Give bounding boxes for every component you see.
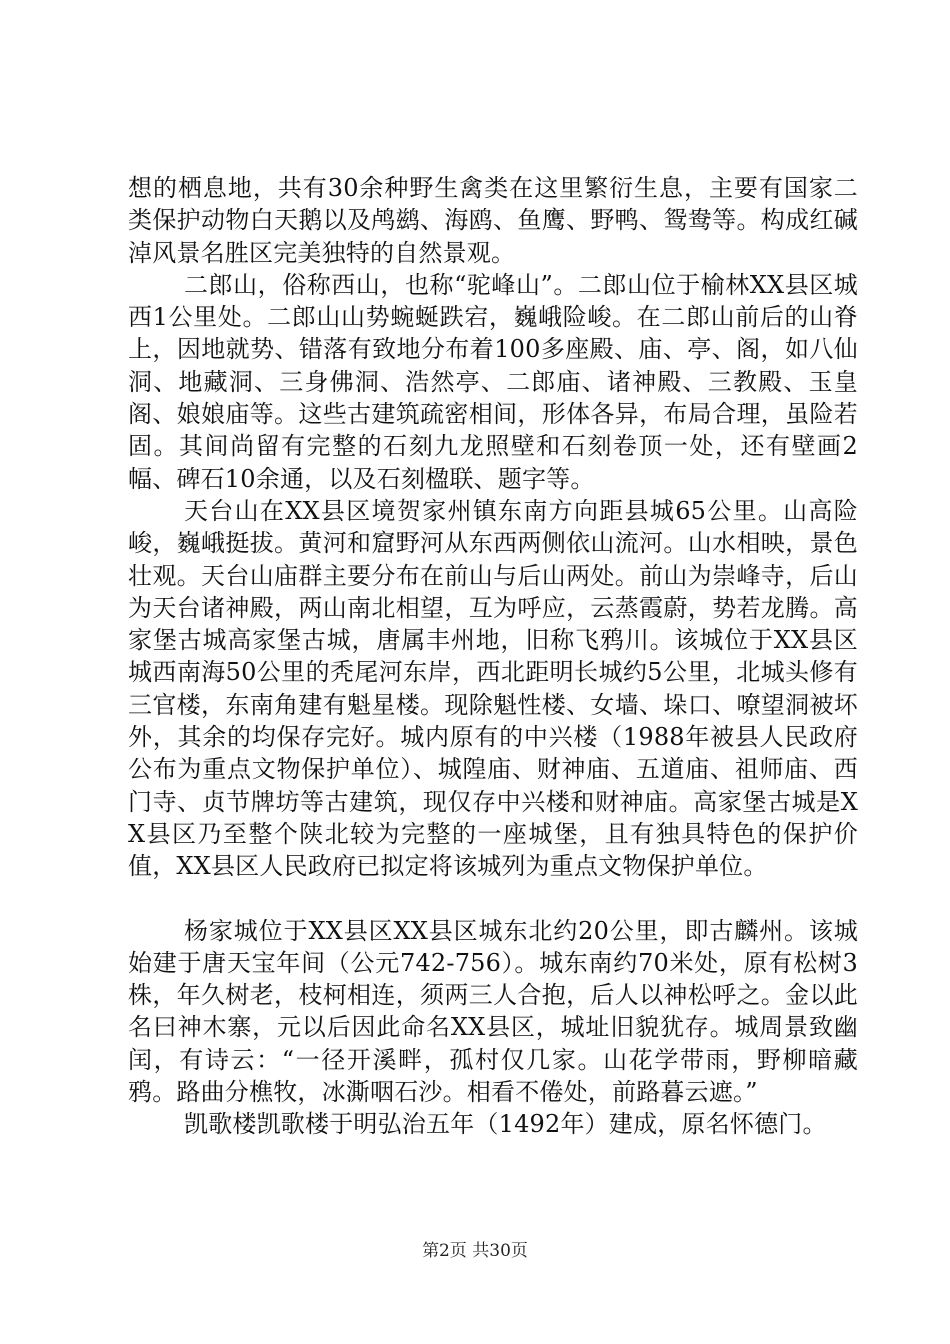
paragraph-spacer [128,883,858,915]
page-number-footer: 第2页 共30页 [422,1241,528,1261]
paragraph-erlang-mountain: 二郎山，俗称西山，也称“驼峰山”。二郎山位于榆林XX县区城西1公里处。二郎山山势蜿蜒跌宕，巍峨险峻。在二郎山前后的山脊上，因地就势、错落有致地分布着100多座殿、庙、亭、阁，如八仙洞、地藏洞、三身佛洞、浩然亭、二郎庙、诸神殿、三教殿、玉皇阁、娘娘庙等。这些古建筑疏密相间，形体各异，布局合理，虽险若固。其间尚留有完整的石刻九龙照壁和石刻卷顶一处，还有壁画2幅、碑石10余通，以及石刻楹联、题字等。 [128,270,858,493]
paragraph-yangjia-city: 杨家城位于XX县区XX县区城东北约20公里，即古麟州。该城始建于唐天宝年间（公元742-756）。城东南约70米处，原有松树3株，年久树老，枝柯相连，须两三人合抱，后人以神松呼之。金以此名曰神木寨，元以后因此命名XX县区，城址旧貌犹存。城周景致幽闰，有诗云：“一径开溪畔，孤村仅几家。山花学带雨，野柳暗藏鸦。路曲分樵牧，冰澌咽石沙。相看不倦处，前路暮云遮。” [128,916,858,1107]
paragraph-kaige-tower: 凯歌楼凯歌楼于明弘治五年（1492年）建成，原名怀德门。 [184,1110,827,1139]
paragraph-tiantai-mountain: 天台山在XX县区境贺家州镇东南方向距县城65公里。山高险峻，巍峨挺拔。黄河和窟野河从东西两侧依山流河。山水相映，景色壮观。天台山庙群主要分布在前山与后山两处。前山为崇峰寺，后山为天台诸神殿，两山南北相望，互为呼应，云蒸霞蔚，势若龙腾。高家堡古城高家堡古城，唐属丰州地，旧称飞鸦川。该城位于XX县区城西南海50公里的秃尾河东岸，西北距明长城约5公里，北城头修有三官楼，东南角建有魁星楼。现除魁性楼、女墙、垛口、嘹望洞被坏外，其余的均保存完好。城内原有的中兴楼（1988年被县人民政府公布为重点文物保护单位）、城隍庙、财神庙、五道庙、祖师庙、西门寺、贞节牌坊等古建筑，现仅存中兴楼和财神庙。高家堡古城是XX县区乃至整个陕北较为完整的一座城堡，且有独具特色的保护价值，XX县区人民政府已拟定将该城列为重点文物保护单位。 [128,496,858,881]
paragraph-wildlife-habitat: 想的栖息地，共有30余种野生禽类在这里繁衍生息，主要有国家二类保护动物白天鹅以及鸬鹚、海鸥、鱼鹰、野鸭、鸳鸯等。构成红碱淖风景名胜区完美独特的自然景观。 [128,174,858,267]
document-body [128,172,858,1141]
